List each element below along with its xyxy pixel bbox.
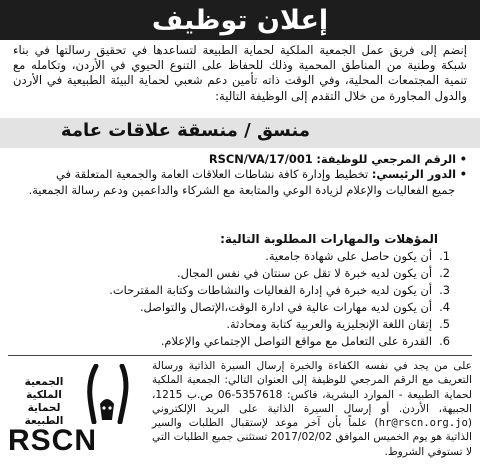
apply-note: تستثنى جميع الطلبات التي لا تستوفي الشروط. — [152, 431, 472, 458]
page-title: إعلان توظيف — [151, 4, 329, 36]
divider — [8, 355, 472, 356]
qualifications-heading: المؤهلات والمهارات المطلوبة التالية: — [220, 232, 438, 246]
list-item: 5. إتقان اللغة الإنجليزية والعربية كتابة ومحادثة. — [226, 317, 450, 331]
reference-row: • الرقم المرجعي للوظيفة: RSCN/VA/17/001 — [208, 152, 467, 166]
list-item: 1. أن يكون حاصل على شهادة جامعية. — [265, 249, 450, 263]
qualifications-list — [20, 248, 450, 350]
org-name: الجمعية الملكية لحماية الطبيعة — [24, 376, 64, 427]
intro-paragraph: إنضم إلى فريق عمل الجمعية الملكية لحماية الطبيعة لتساعدها في تحقيق رسالتها في بناء شبكة وطنية من المناطق المحمية وذلك للحفاظ على التنوع الحيوي في الأردن، وتكامله مع تنمية المجتمعات المحلية، وفي الوقت ذاته تأمين دعم شعبي لحماية البيئة الطبيعية في الأردن والدول المجاورة من خلال التقدم إلى الوظيفة التالية: — [13, 43, 467, 103]
apply-address: الجمعية الملكية لحماية الطبيعة - الموارد البشرية، فاكس: 5357618-06 — [152, 374, 472, 401]
job-details — [11, 152, 467, 198]
reference-label: الرقم المرجعي للوظيفة: — [316, 152, 457, 166]
role-label: الدور الرئيسي: — [371, 167, 457, 182]
role-text-continued: جميع الفعاليات والإعلام لزيادة الوعي والمتابعة مع الشركاء والداعمين ودعم رسالة الجمعية. — [28, 182, 455, 197]
header-banner — [0, 0, 480, 40]
org-acronym: RSCN — [8, 424, 98, 457]
job-title: منسق / منسقة علاقات عامة — [60, 120, 310, 141]
role-row: • الدور الرئيسي: تخطيط وإدارة كافة نشاطات العلاقات العامة والجمعية المتعلقة في جميع الفعاليات والإعلام لزيادة الوعي والمتابعة مع الشركاء والداعمين ودعم رسالة الجمعية. — [11, 167, 467, 198]
job-title-box — [0, 118, 480, 148]
list-item: 3. أن يكون لديه خبرة في إدارة الفعاليات والنشاطات وكتابة المقترحات. — [109, 283, 450, 297]
application-instructions — [152, 359, 472, 459]
apply-intro: على من يجد في نفسه الكفاءة والخبرة إرسال السيرة الذاتية ورسالة التعريف مع الرقم المرجعي للوظيفة إلى العنوان التالي: — [152, 360, 472, 387]
apply-deadline: ) علماً بأن آخر موعد لإستقبال الطلبات والسير الذاتية هو يوم الخميس الموافق 2017/02/02 — [152, 417, 472, 444]
email-link[interactable]: hr@rscn.org.jo — [378, 417, 468, 430]
rscn-logo — [4, 362, 162, 468]
role-text: تخطيط وإدارة كافة نشاطات العلاقات العامة والجمعية المتعلقة في — [56, 167, 369, 182]
reference-value: RSCN/VA/17/001 — [208, 152, 313, 166]
list-item: 6. القدرة على التعامل مع مواقع التواصل الإجتماعي والإعلام. — [160, 334, 450, 348]
list-item: 2. أن يكون لديه خبرة لا تقل عن سنتان في نفس المجال. — [176, 266, 450, 280]
list-item: 4. أن يكون لديه مهارات عالية في ادارة الوقت،الإتصال والتواصل. — [139, 300, 450, 314]
apply-postal: ص.ب 1215، الجبيهة، الأردن. أو إرسال السيرة الذاتية على البريد الإلكتروني ( — [152, 388, 472, 430]
oryx-icon — [74, 364, 156, 424]
